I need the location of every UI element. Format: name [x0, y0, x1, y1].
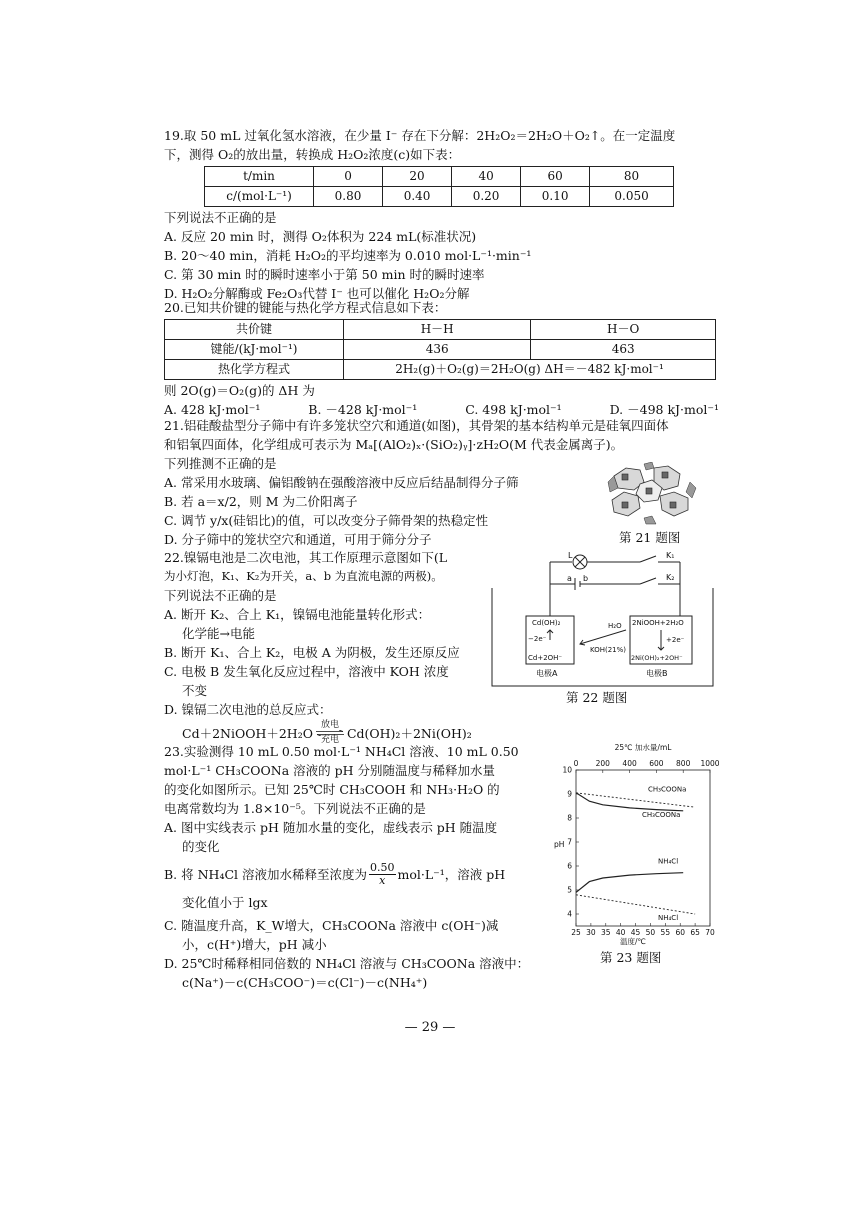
cell: c/(mol·L⁻¹) [205, 187, 314, 207]
cell: 60 [521, 167, 590, 187]
left-electron: −2e⁻ [528, 635, 547, 643]
bottom-tick-label: 30 [586, 928, 596, 937]
q20-stem: 20.已知共价键的键能与热化学方程式信息如下表： [164, 300, 447, 315]
q19-table-row-time [205, 167, 674, 187]
q23-option-d: D. 25℃时稀释相同倍数的 NH₄Cl 溶液与 CH₃COONa 溶液中： [164, 956, 530, 971]
cell: 80 [590, 167, 674, 187]
figure-21-caption: 第 21 题图 [619, 530, 681, 545]
page-number: — 29 — [404, 1020, 456, 1035]
circuit-diagram [490, 548, 715, 688]
y-tick-label: 7 [567, 837, 572, 847]
lamp-label: L [568, 551, 573, 560]
left-bottom-species: Cd+2OH⁻ [528, 654, 563, 662]
q19-table-row-conc [205, 187, 674, 207]
right-bottom-species: 2Ni(OH)₂+2OH⁻ [631, 654, 683, 662]
question-19 [164, 126, 730, 303]
bottom-tick-label: 60 [675, 928, 685, 937]
q21-option-a: A. 常采用水玻璃、偏铝酸钠在强酸溶液中反应后结晶制得分子筛 [164, 475, 519, 490]
q21-stem-2: 和铝氧四面体，化学组成可表示为 Mₐ[(AlO₂)ₓ·(SiO₂)ᵧ]·zH₂O(M 代表金属离子)。 [164, 437, 624, 452]
bottom-tick-label: 55 [660, 928, 671, 937]
y-axis-label: pH [554, 839, 565, 849]
q22-option-a: A. 断开 K₂、合上 K₁，镍镉电池能量转化形式： [164, 607, 431, 622]
ph-chart [550, 742, 720, 952]
nicd-battery-diagram [490, 548, 715, 688]
bottom-tick-label: 65 [690, 928, 700, 937]
q19-table [204, 166, 674, 207]
question-23 [164, 742, 554, 992]
q21-option-d: D. 分子筛中的笼状空穴和通道，可用于筛分分子 [164, 532, 432, 547]
series-label-3: NH₄Cl [658, 914, 679, 922]
q22-option-d: D. 镍镉二次电池的总反应式： [164, 702, 332, 717]
zeolite-cage-icon [604, 462, 700, 526]
cell: 40 [452, 167, 521, 187]
series-label-0: CH₃COONa [648, 785, 687, 794]
q19-stem-1: 19.取 50 mL 过氧化氢水溶液，在少量 I⁻ 存在下分解：2H₂O₂＝2H₂O＋O₂↑。在一定温度 [164, 128, 676, 143]
equation-left: Cd＋2NiOOH＋2H₂O [182, 725, 313, 741]
fraction-denominator: x [379, 873, 386, 887]
q22-stem-1: 22.镍镉电池是二次电池，其工作原理示意图如下(L [164, 550, 448, 565]
bottom-tick-label: 45 [630, 928, 641, 937]
fraction [369, 862, 396, 887]
bottom-tick-label: 40 [615, 928, 626, 937]
q23-option-a: A. 图中实线表示 pH 随加水量的变化，虚线表示 pH 随温度 [164, 820, 498, 835]
zeolite-figure [604, 462, 700, 526]
cell: 热化学方程式 [165, 360, 344, 380]
q19-option-a: A. 反应 20 min 时，测得 O₂体积为 224 mL(标准状况) [164, 229, 477, 244]
q23-stem-4: 电离常数均为 1.8×10⁻⁵。下列说法不正确的是 [164, 801, 426, 816]
water-label: H₂O [608, 622, 622, 630]
top-tick-label: 600 [649, 759, 664, 768]
q23-option-c-cont: 小，c(H⁺)增大，pH 减小 [182, 937, 327, 952]
q22-option-b: B. 断开 K₁、合上 K₂，电极 A 为阴极，发生还原反应 [164, 645, 460, 660]
left-top-species: Cd(OH)₂ [532, 619, 561, 627]
equation-right: Cd(OH)₂＋2Ni(OH)₂ [346, 725, 472, 741]
q20-table-energy [165, 340, 716, 360]
q19-option-d: D. H₂O₂分解酶或 Fe₂O₃代替 I⁻ 也可以催化 H₂O₂分解 [164, 286, 470, 301]
bottom-tick-label: 70 [705, 928, 715, 937]
figure-22-caption: 第 22 题图 [566, 690, 628, 705]
q19-stem-2: 下，测得 O₂的放出量，转换成 H₂O₂浓度(c)如下表： [164, 147, 461, 162]
q22-option-a-cont: 化学能→电能 [182, 626, 255, 641]
y-tick-label: 10 [562, 765, 572, 775]
electrode-b-label: 电极B [646, 669, 668, 678]
q20-option-a: A. 428 kJ·mol⁻¹ [164, 402, 261, 417]
q19-option-c: C. 第 30 min 时的瞬时速率小于第 50 min 时的瞬时速率 [164, 267, 485, 282]
bottom-tick-label: 50 [645, 928, 656, 937]
q23-stem-1: 23.实验测得 10 mL 0.50 mol·L⁻¹ NH₄Cl 溶液、10 mL 0.50 [164, 744, 519, 759]
cell: 键能/(kJ·mol⁻¹) [165, 340, 344, 360]
cell: 0.050 [590, 187, 674, 207]
pole-a-label: a [567, 574, 572, 583]
top-tick-label: 1000 [700, 759, 720, 768]
cell: 0.20 [452, 187, 521, 207]
q22-option-c: C. 电极 B 发生氧化反应过程中，溶液中 KOH 浓度 [164, 664, 449, 679]
y-tick-label: 4 [567, 909, 572, 919]
q20-table [164, 319, 716, 380]
cell: 20 [383, 167, 452, 187]
pole-b-label: b [583, 574, 589, 583]
question-20 [164, 298, 730, 419]
q20-option-c: C. 498 kJ·mol⁻¹ [465, 402, 562, 417]
series-line-2 [576, 873, 683, 893]
ph-chart-svg [550, 742, 720, 952]
k2-label: K₂ [666, 573, 675, 582]
koh-label: KOH(21%) [590, 646, 627, 654]
y-tick-label: 5 [567, 885, 572, 895]
cell: 0 [314, 167, 383, 187]
y-tick-label: 9 [567, 789, 572, 799]
question-22 [164, 548, 494, 745]
plot-frame [576, 770, 710, 926]
cell: 436 [344, 340, 531, 360]
top-tick-label: 0 [573, 759, 579, 768]
q20-option-d: D. －498 kJ·mol⁻¹ [609, 402, 719, 417]
q23-option-b [164, 859, 554, 889]
bottom-axis-label: 温度/℃ [620, 937, 646, 946]
bottom-tick-label: 35 [601, 928, 611, 937]
q23-option-b-cont: 变化值小于 lgx [182, 895, 268, 910]
cell: H－O [531, 320, 716, 340]
top-tick-label: 400 [622, 759, 637, 768]
q21-stem-1: 21.铝硅酸盐型分子筛中有许多笼状空穴和通道(如图)，其骨架的基本结构单元是硅氧四面体 [164, 418, 669, 433]
q19-prompt: 下列说法不正确的是 [164, 210, 277, 225]
k1-label: K₁ [666, 551, 675, 560]
q19-option-b: B. 20～40 min，消耗 H₂O₂的平均速率为 0.010 mol·L⁻¹·min⁻¹ [164, 248, 532, 263]
cell: 463 [531, 340, 716, 360]
figure-23-caption: 第 23 题图 [600, 950, 662, 965]
q20-prompt: 则 2O(g)＝O₂(g)的 ΔH 为 [164, 383, 315, 398]
cell: t/min [205, 167, 314, 187]
series-line-1 [576, 793, 683, 811]
top-axis-label: 25℃ 加水量/mL [614, 743, 672, 752]
q20-table-equation [165, 360, 716, 380]
q22-prompt: 下列说法不正确的是 [164, 588, 277, 603]
arrow-label-discharge: 放电 [320, 720, 339, 730]
top-tick-label: 200 [595, 759, 610, 768]
q22-option-c-cont: 不变 [182, 683, 208, 698]
q23-option-b-post: mol·L⁻¹，溶液 pH [397, 866, 506, 882]
cell: 0.40 [383, 187, 452, 207]
series-line-3 [576, 895, 695, 914]
q23-option-a-cont: 的变化 [182, 839, 220, 854]
q21-option-b: B. 若 a＝x/2，则 M 为二价阳离子 [164, 494, 358, 509]
q20-option-b: B. －428 kJ·mol⁻¹ [308, 402, 418, 417]
q23-stem-2: mol·L⁻¹ CH₃COONa 溶液的 pH 分别随温度与稀释加水量 [164, 763, 495, 778]
q23-stem-3: 的变化如图所示。已知 25℃时 CH₃COOH 和 NH₃·H₂O 的 [164, 782, 500, 797]
cell: 2H₂(g)＋O₂(g)＝2H₂O(g) ΔH＝－482 kJ·mol⁻¹ [344, 360, 716, 380]
arrow-label-charge: 充电 [320, 735, 339, 745]
y-tick-label: 6 [567, 861, 572, 871]
q23-option-c: C. 随温度升高，K_W增大，CH₃COONa 溶液中 c(OH⁻)减 [164, 918, 499, 933]
q22-stem-2: 为小灯泡，K₁、K₂为开关，a、b 为直流电源的两极)。 [164, 569, 443, 583]
electrode-a-label: 电极A [536, 669, 558, 678]
cell: H－H [344, 320, 531, 340]
q23-option-b-pre: B. 将 NH₄Cl 溶液加水稀释至浓度为 [164, 866, 367, 882]
cell: 0.80 [314, 187, 383, 207]
q23-option-d-cont: c(Na⁺)－c(CH₃COO⁻)＝c(Cl⁻)－c(NH₄⁺) [182, 975, 428, 990]
cell: 共价键 [165, 320, 344, 340]
right-top-species: 2NiOOH+2H₂O [632, 619, 684, 627]
series-line-0 [576, 793, 695, 807]
top-tick-label: 800 [676, 759, 691, 768]
right-electron: +2e⁻ [666, 636, 685, 644]
series-label-1: CH₃COONa [642, 810, 681, 819]
bottom-tick-label: 25 [571, 928, 581, 937]
q21-option-c: C. 调节 y/x(硅铝比)的值，可以改变分子筛骨架的热稳定性 [164, 513, 489, 528]
fraction-numerator: 0.50 [370, 860, 395, 874]
series-label-2: NH₄Cl [658, 857, 679, 866]
q21-prompt: 下列推测不正确的是 [164, 456, 277, 471]
y-tick-label: 8 [567, 813, 572, 823]
q20-table-header [165, 320, 716, 340]
cell: 0.10 [521, 187, 590, 207]
